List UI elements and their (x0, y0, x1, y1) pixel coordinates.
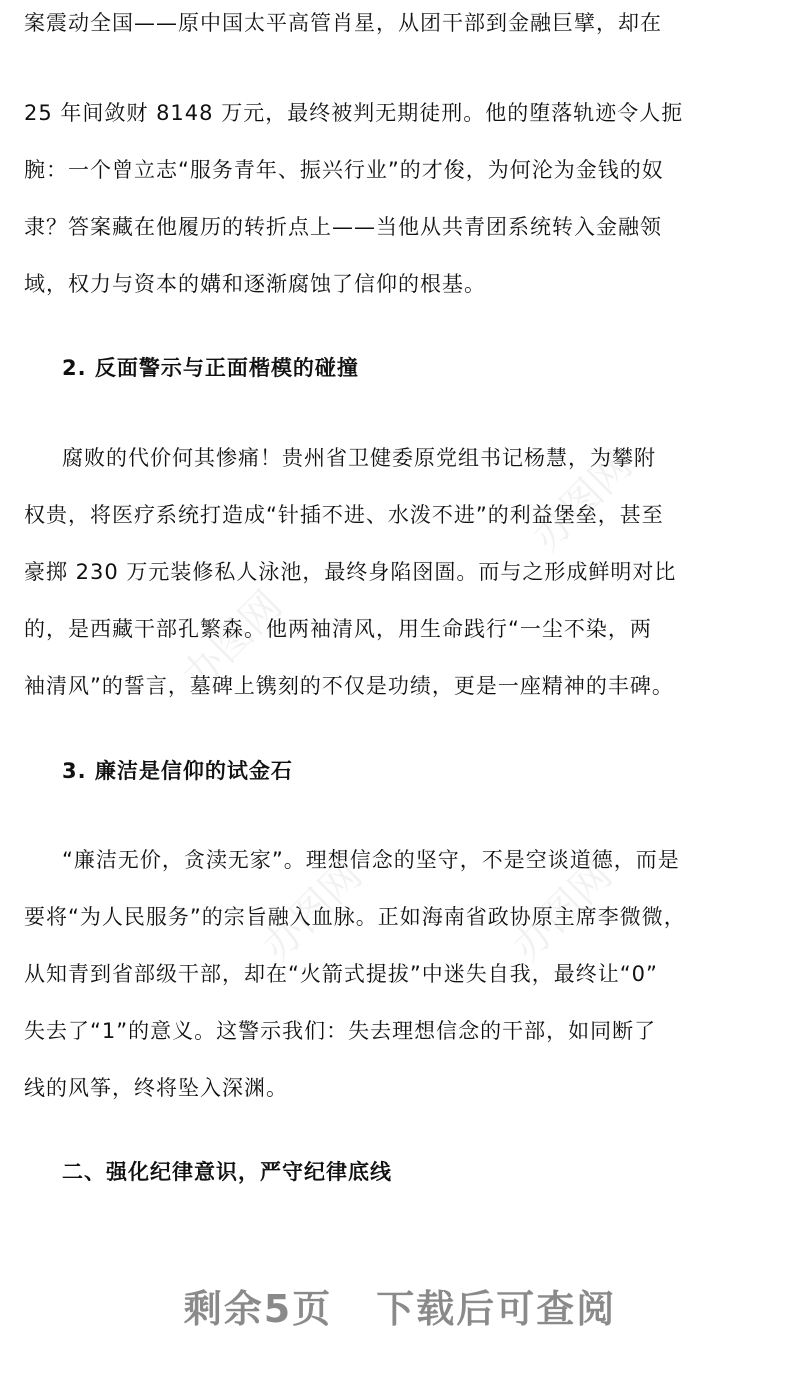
paragraph-line: 豪掷 230 万元装修私人泳池，最终身陷囹圄。而与之形成鲜明对比 (24, 560, 677, 584)
watermark: 办图网 (253, 852, 372, 970)
download-to-view-label: 下载后可查阅 (376, 1287, 617, 1331)
paragraph-line: 要将“为人民服务”的宗旨融入血脉。正如海南省政协原主席李微微， (24, 905, 686, 929)
download-banner[interactable] (0, 1278, 800, 1333)
paragraph-line: 案震动全国——原中国太平高管肖星，从团干部到金融巨擘，却在 (24, 11, 662, 35)
section-heading: 2. 反面警示与正面楷模的碰撞 (62, 356, 359, 380)
paragraph-line: 腐败的代价何其惨痛！贵州省卫健委原党组书记杨慧，为攀附 (62, 446, 656, 470)
chapter-heading: 二、强化纪律意识，严守纪律底线 (62, 1160, 392, 1184)
section-heading: 3. 廉洁是信仰的试金石 (62, 759, 293, 783)
paragraph-line: 隶？答案藏在他履历的转折点上——当他从共青团系统转入金融领 (24, 215, 662, 239)
watermark: 办图网 (503, 852, 622, 970)
paragraph-line: 线的风筝，终将坠入深渊。 (24, 1076, 288, 1100)
paragraph-line: 从知青到省部级干部，却在“火箭式提拔”中迷失自我，最终让“0” (24, 962, 658, 986)
paragraph-line: 25 年间敛财 8148 万元，最终被判无期徒刑。他的堕落轨迹令人扼 (24, 101, 684, 125)
remaining-pages-label: 剩余5页 (183, 1287, 333, 1331)
watermark: 办图网 (523, 442, 642, 560)
paragraph-line: 权贵，将医疗系统打造成“针插不进、水泼不进”的利益堡垒，甚至 (24, 503, 664, 527)
paragraph-line: “廉洁无价，贪渎无家”。理想信念的坚守，不是空谈道德，而是 (62, 848, 680, 872)
paragraph-line: 域，权力与资本的媾和逐渐腐蚀了信仰的根基。 (24, 272, 486, 296)
paragraph-line: 腕：一个曾立志“服务青年、振兴行业”的才俊，为何沦为金钱的奴 (24, 158, 664, 182)
paragraph-line: 失去了“1”的意义。这警示我们：失去理想信念的干部，如同断了 (24, 1019, 657, 1043)
watermark: 办图网 (173, 582, 292, 700)
paragraph-line: 的，是西藏干部孔繁森。他两袖清风，用生命践行“一尘不染，两 (24, 617, 652, 641)
paragraph-line: 袖清风”的誓言，墓碑上镌刻的不仅是功绩，更是一座精神的丰碑。 (24, 674, 674, 698)
